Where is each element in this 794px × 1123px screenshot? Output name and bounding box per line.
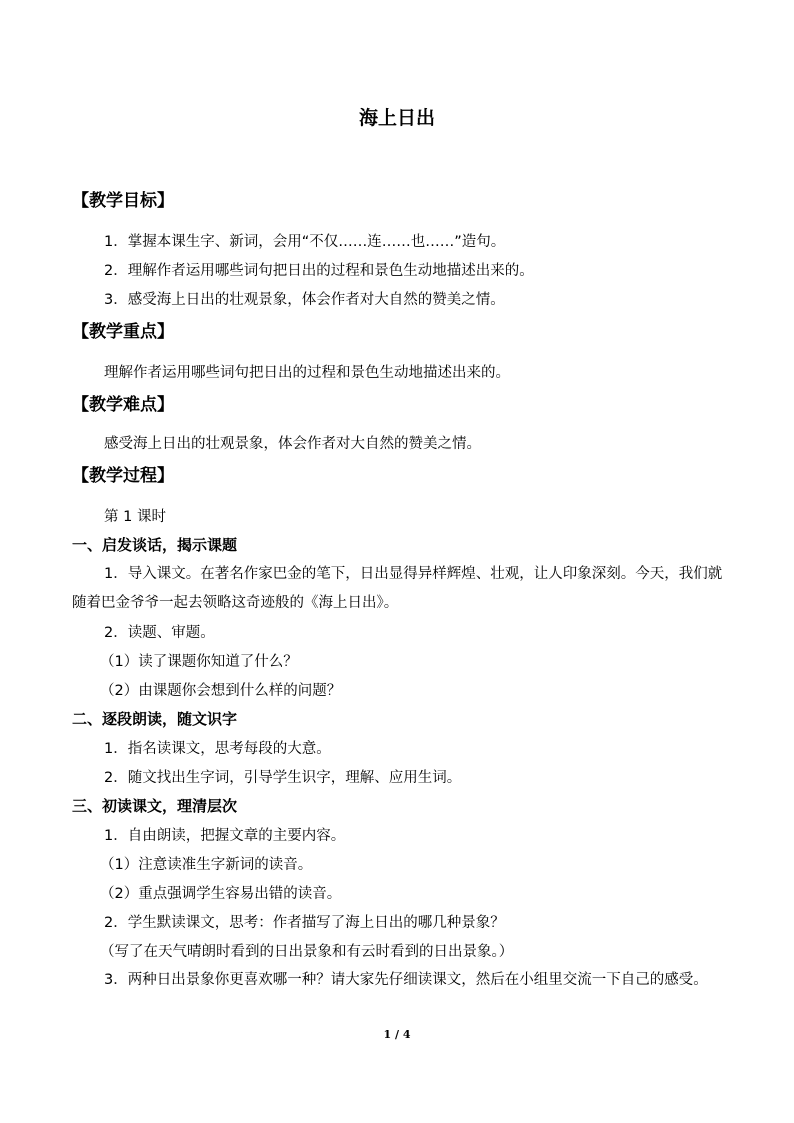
key-text: 理解作者运用哪些词句把日出的过程和景色生动地描述出来的。: [104, 365, 510, 381]
goal-item-2: 2．理解作者运用哪些词句把日出的过程和景色生动地描述出来的。: [104, 263, 534, 279]
goal-item-1: 1．掌握本课生字、新词，会用“不仅……连……也……”造句。: [104, 234, 506, 250]
part3-sub-1: （1）注意读准生字新词的读音。: [100, 857, 313, 873]
part1-question-1: （1）读了课题你知道了什么？: [100, 654, 298, 670]
part3-paragraph-3: 3．两种日出景象你更喜欢哪一种？请大家先仔细读课文，然后在小组里交流一下自己的感受。: [104, 972, 708, 988]
section-heading-goals: 【教学目标】: [72, 191, 174, 211]
part2-paragraph-2: 2．随文找出生字词，引导学生识字，理解、应用生词。: [104, 770, 462, 786]
part1-paragraph-1: 1．导入课文。在著名作家巴金的笔下，日出显得异样辉煌、壮观，让人印象深刻。今天，我们就随着巴金爷爷一起去领略这奇迹般的《海上日出》。: [72, 566, 723, 611]
difficulty-text: 感受海上日出的壮观景象，体会作者对大自然的赞美之情。: [104, 436, 481, 452]
goal-item-3: 3．感受海上日出的壮观景象，体会作者对大自然的赞美之情。: [104, 292, 505, 308]
part2-heading: 二、逐段朗读，随文识字: [72, 710, 238, 728]
part1-question-2: （2）由课题你会想到什么样的问题？: [100, 683, 342, 699]
part3-paragraph-1: 1．自由朗读，把握文章的主要内容。: [104, 828, 346, 844]
part1-heading: 一、启发谈话，揭示课题: [72, 536, 238, 554]
part1-paragraph-2: 2．读题、审题。: [104, 625, 215, 641]
part3-heading: 三、初读课文，理清层次: [72, 797, 238, 815]
section-heading-key: 【教学重点】: [72, 322, 174, 342]
part3-paragraph-2: 2．学生默读课文，思考：作者描写了海上日出的哪几种景象？: [104, 915, 505, 931]
lesson-label: 第 1 课时: [104, 509, 166, 525]
section-heading-difficulty: 【教学难点】: [72, 395, 174, 415]
part2-paragraph-1: 1．指名读课文，思考每段的大意。: [104, 741, 331, 757]
part3-sub-2: （2）重点强调学生容易出错的读音。: [100, 886, 342, 902]
section-heading-process: 【教学过程】: [72, 466, 174, 486]
page-number: 1 / 4: [383, 1028, 411, 1041]
page-title: 海上日出: [358, 107, 435, 129]
part3-answer-note: （写了在天气晴朗时看到的日出景象和有云时看到的日出景象。）: [100, 944, 514, 960]
